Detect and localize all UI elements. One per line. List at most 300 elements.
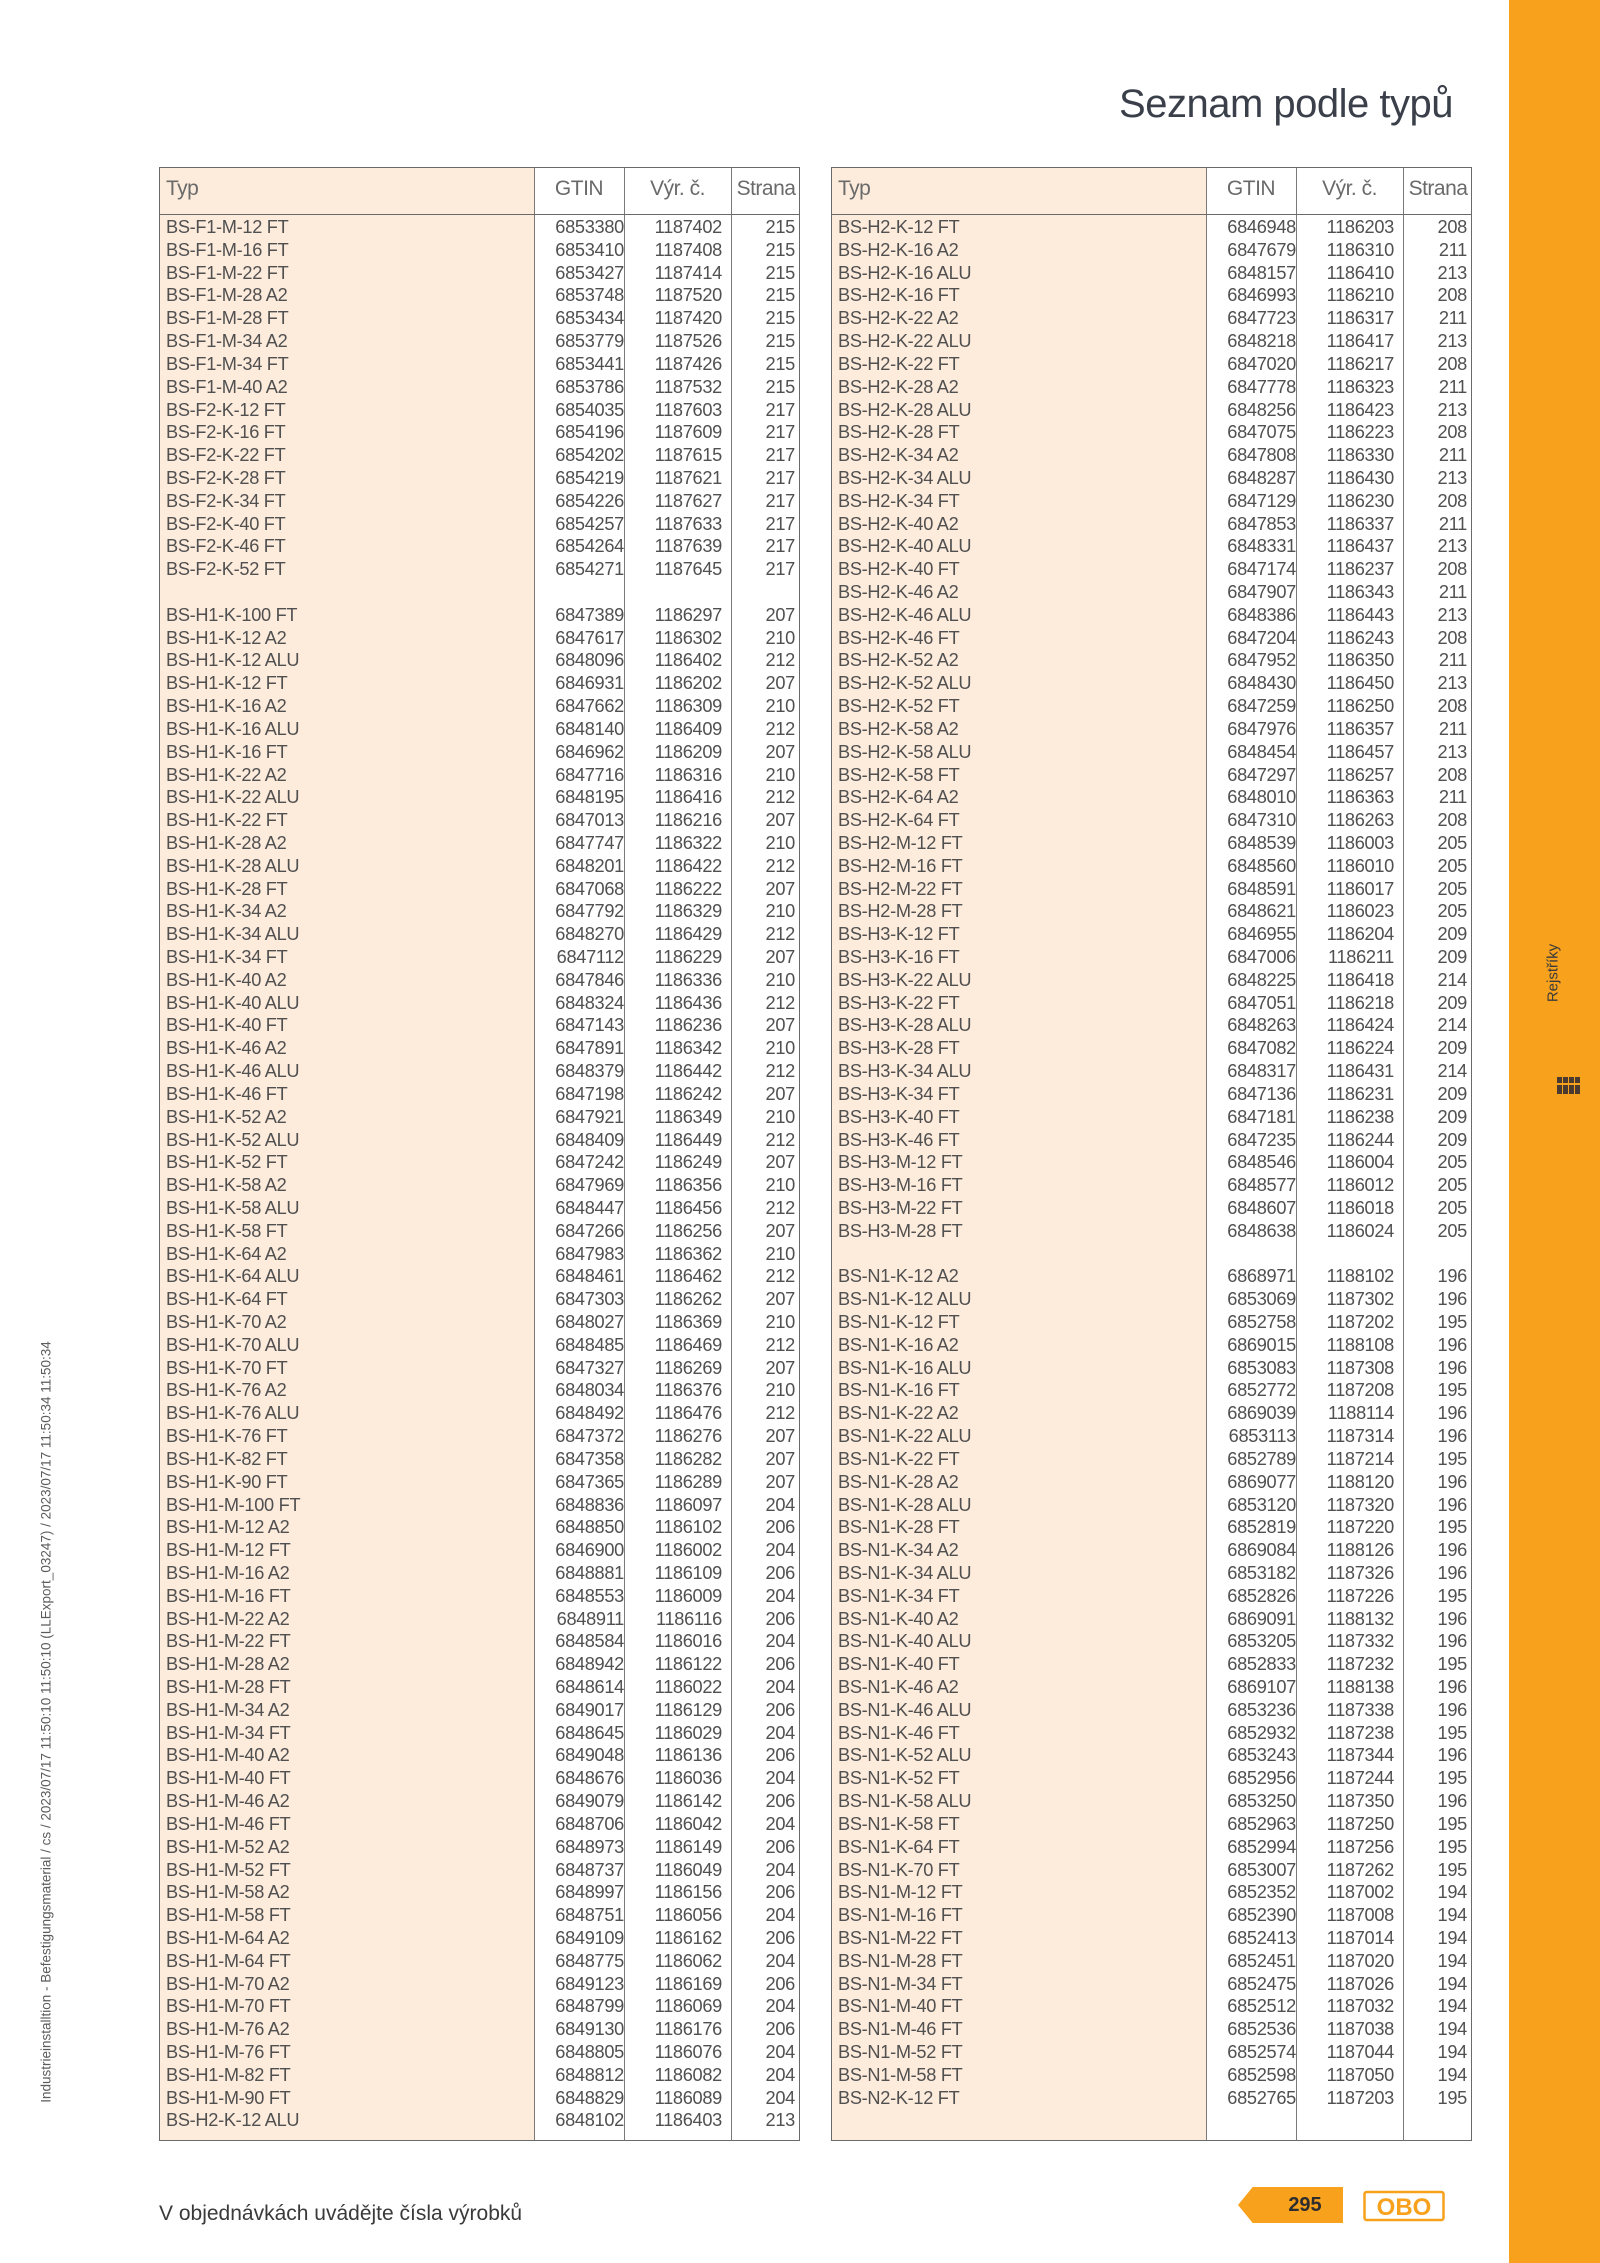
- typ-cell: BS-H2-K-40 ALU: [838, 536, 972, 557]
- table-row: [160, 855, 799, 878]
- typ-cell: BS-F2-K-34 FT: [166, 490, 286, 511]
- table-row: [832, 1653, 1471, 1676]
- typ-cell: BS-H1-K-28 A2: [166, 832, 287, 853]
- table-row: [160, 2087, 799, 2110]
- vyr-cell: 1186316: [654, 764, 722, 785]
- table-row: [160, 969, 799, 992]
- table-row: [160, 284, 799, 307]
- strana-cell: 217: [765, 445, 795, 466]
- strana-cell: 194: [1437, 1973, 1467, 1994]
- vyr-cell: 1187220: [1326, 1517, 1394, 1538]
- strana-cell: 217: [765, 559, 795, 580]
- footer-note: V objednávkách uvádějte čísla výrobků: [159, 2202, 523, 2225]
- vyr-cell: 1186337: [1326, 513, 1394, 534]
- typ-cell: BS-H1-K-58 A2: [166, 1175, 287, 1196]
- typ-cell: BS-H1-K-76 FT: [166, 1426, 288, 1447]
- table-row: [160, 513, 799, 536]
- table-row: [160, 1539, 799, 1562]
- strana-cell: 207: [765, 1471, 795, 1492]
- typ-cell: BS-H1-K-12 FT: [166, 673, 288, 694]
- typ-cell: BS-H1-K-22 A2: [166, 764, 287, 785]
- vyr-cell: 1188108: [1326, 1334, 1394, 1355]
- vyr-cell: 1186310: [1326, 239, 1394, 260]
- gtin-cell: 6848706: [555, 1813, 624, 1834]
- strana-cell: 206: [765, 1791, 795, 1812]
- table-row: [160, 1357, 799, 1380]
- vyr-cell: 1186356: [654, 1175, 722, 1196]
- gtin-cell: 6848973: [555, 1836, 624, 1857]
- table-row: [160, 1699, 799, 1722]
- table-row: [160, 1950, 799, 1973]
- gtin-cell: 6848034: [555, 1380, 624, 1401]
- vyr-cell: 1186029: [654, 1722, 722, 1743]
- typ-cell: BS-H1-K-34 A2: [166, 901, 287, 922]
- typ-cell: BS-H1-M-52 A2: [166, 1836, 290, 1857]
- gtin-cell: 6846931: [555, 673, 624, 694]
- strana-cell: 212: [765, 787, 795, 808]
- strana-cell: 212: [765, 1061, 795, 1082]
- vyr-cell: 1187244: [1326, 1768, 1394, 1789]
- typ-cell: BS-H1-K-52 FT: [166, 1152, 288, 1173]
- vyr-cell: 1186002: [654, 1540, 722, 1561]
- strana-cell: 206: [765, 1882, 795, 1903]
- strana-cell: 215: [765, 285, 795, 306]
- gtin-cell: 6848553: [555, 1585, 624, 1606]
- vyr-cell: 1186076: [654, 2042, 722, 2062]
- typ-cell: BS-H2-K-28 ALU: [838, 399, 972, 420]
- table-row: [160, 399, 799, 422]
- gtin-cell: 6847259: [1227, 696, 1296, 717]
- gtin-cell: 6852574: [1227, 2042, 1296, 2062]
- typ-cell: BS-H1-M-22 FT: [166, 1631, 291, 1652]
- vyr-cell: 1186009: [654, 1585, 722, 1606]
- vyr-cell: 1186250: [1326, 696, 1394, 717]
- typ-cell: BS-H2-K-58 ALU: [838, 741, 972, 762]
- vyr-cell: 1187002: [1326, 1882, 1394, 1903]
- table-row: [160, 1106, 799, 1129]
- typ-cell: BS-H1-K-22 FT: [166, 810, 288, 831]
- strana-cell: 210: [765, 1380, 795, 1401]
- strana-cell: 213: [1437, 399, 1467, 420]
- table-row: [832, 513, 1471, 536]
- obo-logo: [1363, 2188, 1445, 2224]
- strana-cell: 209: [1437, 1038, 1467, 1059]
- table-row: [160, 1129, 799, 1152]
- vyr-cell: 1186282: [654, 1448, 722, 1469]
- vyr-cell: 1187603: [654, 399, 722, 420]
- gtin-cell: 6853243: [1227, 1745, 1296, 1766]
- strana-cell: 204: [765, 1768, 795, 1789]
- vyr-cell: 1186016: [654, 1631, 722, 1652]
- table-row: [832, 741, 1471, 764]
- typ-cell: BS-N1-K-34 FT: [838, 1585, 960, 1606]
- typ-cell: BS-N1-M-12 FT: [838, 1882, 963, 1903]
- strana-cell: 208: [1437, 559, 1467, 580]
- typ-cell: BS-H1-M-46 FT: [166, 1813, 291, 1834]
- vyr-cell: 1186263: [1326, 810, 1394, 831]
- gtin-cell: 6847358: [555, 1448, 624, 1469]
- typ-cell: BS-H3-M-22 FT: [838, 1197, 963, 1218]
- strana-cell: 207: [765, 878, 795, 899]
- table-row: [160, 2018, 799, 2041]
- typ-cell: BS-F2-K-12 FT: [166, 399, 286, 420]
- table-row: [160, 1083, 799, 1106]
- strana-cell: 208: [1437, 696, 1467, 717]
- vyr-cell: 1186004: [1326, 1152, 1394, 1173]
- vyr-cell: 1186343: [1326, 582, 1394, 602]
- strana-cell: 208: [1437, 422, 1467, 443]
- strana-cell: 215: [765, 308, 795, 329]
- gtin-cell: 6847051: [1227, 992, 1296, 1013]
- gtin-cell: 6847082: [1227, 1038, 1296, 1059]
- strana-cell: 204: [765, 1677, 795, 1697]
- gtin-cell: 6847181: [1227, 1106, 1296, 1127]
- strana-cell: 212: [765, 992, 795, 1013]
- vyr-cell: 1186223: [1326, 422, 1394, 443]
- typ-cell: BS-H1-M-28 A2: [166, 1654, 290, 1675]
- gtin-cell: 6854271: [555, 559, 624, 580]
- table-row: [832, 604, 1471, 627]
- table-row: [160, 1813, 799, 1836]
- typ-cell: BS-H1-K-22 ALU: [166, 787, 300, 808]
- table-row: [160, 1608, 799, 1631]
- gtin-cell: 6848881: [555, 1562, 624, 1583]
- vyr-cell: 1187044: [1326, 2042, 1394, 2062]
- table-row: [160, 741, 799, 764]
- vyr-cell: 1187050: [1326, 2064, 1394, 2085]
- gtin-cell: 6848737: [555, 1859, 624, 1880]
- vyr-cell: 1186129: [654, 1699, 722, 1720]
- gtin-cell: 6848256: [1227, 399, 1296, 420]
- vyr-cell: 1186402: [654, 650, 722, 671]
- strana-cell: 204: [765, 1631, 795, 1652]
- table-row: [832, 1037, 1471, 1060]
- gtin-cell: 6854196: [555, 422, 624, 443]
- vyr-cell: 1186036: [654, 1768, 722, 1789]
- table-row: [160, 1037, 799, 1060]
- strana-cell: 217: [765, 399, 795, 420]
- gtin-cell: 6848102: [555, 2110, 624, 2131]
- typ-cell: BS-H1-M-76 A2: [166, 2019, 290, 2040]
- gtin-cell: 6854035: [555, 399, 624, 420]
- typ-cell: BS-N1-K-34 ALU: [838, 1562, 972, 1583]
- typ-cell: BS-H1-M-34 FT: [166, 1722, 291, 1743]
- vyr-cell: 1186209: [654, 741, 722, 762]
- gtin-cell: 6854202: [555, 445, 624, 466]
- gtin-cell: 6853236: [1227, 1699, 1296, 1720]
- strana-cell: 196: [1437, 1471, 1467, 1492]
- strana-cell: 208: [1437, 810, 1467, 831]
- gtin-cell: 6847907: [1227, 582, 1296, 602]
- gtin-cell: 6847297: [1227, 764, 1296, 785]
- gtin-cell: 6853120: [1227, 1494, 1296, 1515]
- strana-cell: 208: [1437, 217, 1467, 237]
- typ-cell: BS-H2-K-58 A2: [838, 718, 959, 739]
- gtin-cell: 6848140: [555, 718, 624, 739]
- gtin-cell: 6847747: [555, 832, 624, 853]
- table-row: [832, 1722, 1471, 1745]
- typ-cell: BS-H1-K-100 FT: [166, 604, 298, 625]
- typ-cell: BS-H3-K-40 FT: [838, 1106, 960, 1127]
- vyr-cell: 1187420: [654, 308, 722, 329]
- vyr-cell: 1186289: [654, 1471, 722, 1492]
- strana-cell: 195: [1437, 1859, 1467, 1880]
- vyr-cell: 1186242: [654, 1083, 722, 1104]
- typ-cell: BS-H1-M-40 A2: [166, 1745, 290, 1766]
- vyr-cell: 1188120: [1326, 1471, 1394, 1492]
- typ-cell: BS-H1-K-76 A2: [166, 1380, 287, 1401]
- strana-cell: 204: [765, 1722, 795, 1743]
- strana-cell: 211: [1438, 239, 1467, 260]
- typ-cell: BS-H1-K-52 ALU: [166, 1129, 300, 1150]
- typ-cell: BS-H1-M-70 FT: [166, 1996, 291, 2017]
- typ-cell: BS-H1-M-100 FT: [166, 1494, 301, 1515]
- strana-cell: 210: [765, 1175, 795, 1196]
- typ-cell: BS-N1-K-22 ALU: [838, 1426, 972, 1447]
- gtin-cell: 6853205: [1227, 1631, 1296, 1652]
- table-row: [832, 832, 1471, 855]
- gtin-cell: 6848591: [1227, 878, 1296, 899]
- strana-cell: 206: [765, 1517, 795, 1538]
- strana-cell: 196: [1437, 1562, 1467, 1583]
- typ-cell: BS-H1-M-28 FT: [166, 1677, 291, 1697]
- vyr-cell: 1186302: [654, 627, 722, 648]
- vyr-cell: 1186217: [1326, 353, 1394, 374]
- gtin-cell: 6854226: [555, 490, 624, 511]
- gtin-cell: 6847891: [555, 1038, 624, 1059]
- table-row: [832, 2087, 1471, 2110]
- gtin-cell: 6848430: [1227, 673, 1296, 694]
- strana-cell: 206: [765, 1973, 795, 1994]
- vyr-cell: 1187350: [1326, 1791, 1394, 1812]
- vyr-cell: 1187621: [654, 467, 722, 488]
- typ-cell: BS-N1-K-70 FT: [838, 1859, 960, 1880]
- strana-cell: 204: [765, 1585, 795, 1606]
- table-row: [832, 1471, 1471, 1494]
- gtin-cell: 6848829: [555, 2087, 624, 2108]
- table-body-left: [160, 216, 799, 2132]
- gtin-cell: 6852789: [1227, 1448, 1296, 1469]
- table-row: [160, 1311, 799, 1334]
- vyr-cell: 1186211: [1327, 947, 1394, 967]
- table-row: [832, 1881, 1471, 1904]
- vyr-cell: 1187402: [654, 217, 722, 237]
- gtin-cell: 6846993: [1227, 285, 1296, 306]
- typ-cell: BS-H2-K-34 FT: [838, 490, 960, 511]
- vyr-cell: 1186169: [654, 1973, 722, 1994]
- table-row: [832, 284, 1471, 307]
- vyr-cell: 1186256: [654, 1220, 722, 1241]
- table-row: [832, 1539, 1471, 1562]
- strana-cell: 195: [1437, 1836, 1467, 1857]
- typ-cell: BS-N1-M-58 FT: [838, 2064, 963, 2085]
- typ-cell: BS-H1-K-46 A2: [166, 1038, 287, 1059]
- strana-cell: 205: [1437, 1175, 1467, 1196]
- typ-cell: BS-F2-K-40 FT: [166, 513, 286, 534]
- strana-cell: 196: [1437, 1699, 1467, 1720]
- side-tab-label[interactable]: Rejstříky: [1544, 943, 1562, 1003]
- vyr-cell: 1186229: [654, 947, 722, 967]
- table-row: [832, 1357, 1471, 1380]
- strana-cell: 209: [1437, 1083, 1467, 1104]
- typ-cell: BS-H2-M-12 FT: [838, 832, 963, 853]
- typ-cell: BS-H2-K-28 FT: [838, 422, 960, 443]
- table-row: [160, 1585, 799, 1608]
- gtin-cell: 6852772: [1227, 1380, 1296, 1401]
- typ-cell: BS-N1-K-12 A2: [838, 1266, 959, 1287]
- table-row: [160, 764, 799, 787]
- gtin-cell: 6847136: [1227, 1083, 1296, 1104]
- table-row: [160, 832, 799, 855]
- table-row: [832, 2041, 1471, 2064]
- vyr-cell: 1186437: [1326, 536, 1394, 557]
- table-row: [832, 1630, 1471, 1653]
- strana-cell: 212: [765, 1197, 795, 1218]
- gtin-cell: 6848560: [1227, 855, 1296, 876]
- typ-cell: BS-N1-K-40 FT: [838, 1654, 960, 1675]
- strana-cell: 206: [765, 1836, 795, 1857]
- gtin-cell: 6848850: [555, 1517, 624, 1538]
- table-row: [160, 900, 799, 923]
- strana-cell: 211: [1438, 650, 1467, 671]
- gtin-cell: 6848027: [555, 1312, 624, 1332]
- strana-cell: 207: [765, 1448, 795, 1469]
- strana-cell: 195: [1437, 2087, 1467, 2108]
- strana-cell: 215: [765, 331, 795, 352]
- typ-cell: BS-H1-M-40 FT: [166, 1768, 291, 1789]
- typ-cell: BS-H2-K-64 A2: [838, 787, 959, 808]
- typ-cell: BS-H2-K-28 A2: [838, 376, 959, 397]
- page-title: Seznam podle typů: [1119, 82, 1453, 126]
- typ-cell: BS-H3-K-16 FT: [838, 947, 960, 967]
- vyr-cell: 1186336: [654, 969, 722, 990]
- vyr-cell: 1186012: [1326, 1175, 1394, 1196]
- table-row: [832, 764, 1471, 787]
- header-vyr: Výr. č.: [650, 177, 705, 200]
- strana-cell: 206: [765, 2019, 795, 2040]
- vyr-cell: 1186003: [1326, 832, 1394, 853]
- gtin-cell: 6852765: [1227, 2087, 1296, 2108]
- table-row: [160, 1448, 799, 1471]
- strana-cell: 212: [765, 924, 795, 945]
- gtin-cell: 6849109: [555, 1927, 624, 1948]
- table-row: [160, 1243, 799, 1266]
- strana-cell: 205: [1437, 832, 1467, 853]
- strana-cell: 196: [1437, 1403, 1467, 1424]
- table-row: [832, 535, 1471, 558]
- table-row: [832, 1516, 1471, 1539]
- table-row: [160, 2041, 799, 2064]
- gtin-cell: 6847853: [1227, 513, 1296, 534]
- type-table-right: [831, 167, 1472, 2141]
- strana-cell: 207: [765, 1357, 795, 1378]
- strana-cell: 211: [1438, 718, 1467, 739]
- gtin-cell: 6853182: [1227, 1562, 1296, 1583]
- vyr-cell: 1187338: [1326, 1699, 1394, 1720]
- typ-cell: BS-H1-K-52 A2: [166, 1106, 287, 1127]
- typ-cell: BS-N1-K-28 A2: [838, 1471, 959, 1492]
- table-header: [160, 168, 799, 215]
- vyr-cell: 1187256: [1326, 1836, 1394, 1857]
- table-row: [832, 786, 1471, 809]
- typ-cell: BS-N1-K-40 ALU: [838, 1631, 972, 1652]
- typ-cell: BS-H1-K-58 ALU: [166, 1197, 300, 1218]
- table-row: [160, 992, 799, 1015]
- typ-cell: BS-H2-K-16 ALU: [838, 262, 972, 283]
- vyr-cell: 1187526: [654, 331, 722, 352]
- gtin-cell: 6848379: [555, 1061, 624, 1082]
- typ-cell: BS-H1-K-16 ALU: [166, 718, 300, 739]
- vyr-cell: 1186116: [655, 1608, 722, 1629]
- strana-cell: 213: [1437, 604, 1467, 625]
- table-row: [832, 216, 1471, 239]
- vyr-cell: 1187426: [654, 353, 722, 374]
- strana-cell: 212: [765, 855, 795, 876]
- strana-cell: 211: [1438, 376, 1467, 397]
- typ-cell: BS-N1-K-46 FT: [838, 1722, 960, 1743]
- gtin-cell: 6853786: [555, 376, 624, 397]
- vyr-cell: 1186069: [654, 1996, 722, 2017]
- strana-cell: 214: [1437, 969, 1467, 990]
- gtin-cell: 6848942: [555, 1654, 624, 1675]
- typ-cell: BS-H3-K-34 FT: [838, 1083, 960, 1104]
- typ-cell: BS-H2-K-40 A2: [838, 513, 959, 534]
- gtin-cell: 6848584: [555, 1631, 624, 1652]
- vyr-cell: 1186424: [1326, 1015, 1394, 1036]
- strana-cell: 194: [1437, 2019, 1467, 2040]
- strana-cell: 212: [765, 1129, 795, 1150]
- vyr-cell: 1186430: [1326, 467, 1394, 488]
- strana-cell: 204: [765, 1950, 795, 1971]
- vyr-cell: 1186102: [654, 1517, 722, 1538]
- header-typ: Typ: [838, 177, 871, 200]
- strana-cell: 215: [765, 217, 795, 237]
- table-row: [832, 1494, 1471, 1517]
- gtin-cell: 6847969: [555, 1175, 624, 1196]
- typ-cell: BS-H1-M-46 A2: [166, 1791, 290, 1812]
- typ-cell: BS-H2-K-16 FT: [838, 285, 960, 306]
- vyr-cell: 1187038: [1326, 2019, 1394, 2040]
- gtin-cell: 6847389: [555, 604, 624, 625]
- typ-cell: BS-H1-M-58 A2: [166, 1882, 290, 1903]
- vyr-cell: 1186224: [1326, 1038, 1394, 1059]
- gtin-cell: 6848751: [555, 1905, 624, 1926]
- gtin-cell: 6852819: [1227, 1517, 1296, 1538]
- typ-cell: BS-N1-K-52 FT: [838, 1768, 960, 1789]
- typ-cell: BS-H2-K-58 FT: [838, 764, 960, 785]
- table-row: [832, 239, 1471, 262]
- strana-cell: 217: [765, 467, 795, 488]
- table-row: [832, 1927, 1471, 1950]
- gtin-cell: 6853007: [1227, 1859, 1296, 1880]
- table-row: [160, 2109, 799, 2132]
- strana-cell: 211: [1438, 308, 1467, 329]
- strana-cell: 214: [1437, 1061, 1467, 1082]
- strana-cell: 204: [765, 1859, 795, 1880]
- vyr-cell: 1186024: [1326, 1220, 1394, 1241]
- vyr-cell: 1186431: [1326, 1061, 1394, 1082]
- strana-cell: 211: [1438, 787, 1467, 808]
- gtin-cell: 6848324: [555, 992, 624, 1013]
- typ-cell: BS-N1-K-22 A2: [838, 1403, 959, 1424]
- table-row: [832, 695, 1471, 718]
- strana-cell: 217: [765, 513, 795, 534]
- table-row: [832, 855, 1471, 878]
- vyr-cell: 1187320: [1326, 1494, 1394, 1515]
- table-row: [160, 1265, 799, 1288]
- table-row: [160, 581, 799, 604]
- gtin-cell: 6848645: [555, 1722, 624, 1743]
